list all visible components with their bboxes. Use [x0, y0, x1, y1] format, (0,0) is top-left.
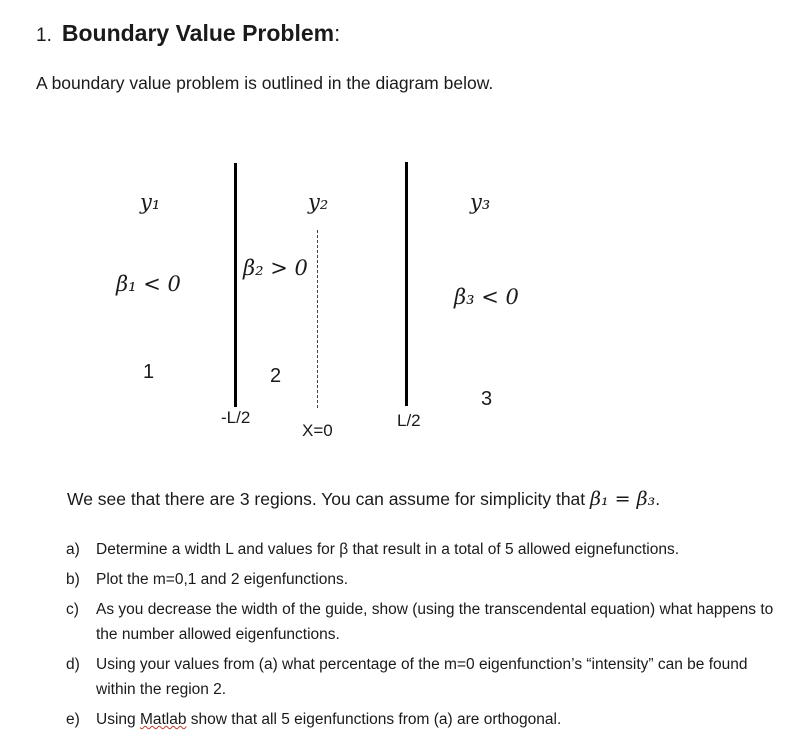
region1-beta: β₁ < 0 [116, 272, 181, 296]
section-title: Boundary Value Problem [61, 20, 335, 46]
region3-number: 3 [481, 388, 493, 410]
summary-text: We see that there are 3 regions. You can assume for simplicity that [67, 489, 591, 509]
beta-equality: β₁ = β₃ [590, 488, 656, 510]
region2-y-label: y₂ [308, 190, 329, 214]
right-wall-label: L/2 [397, 411, 421, 430]
question-letter: b) [66, 571, 80, 588]
section-heading [36, 20, 340, 47]
question-letter: e) [66, 711, 80, 728]
heading-colon: : [334, 21, 341, 46]
left-boundary-line [234, 163, 237, 407]
question-letter: c) [66, 601, 79, 618]
question-text [96, 707, 776, 732]
spellcheck-word: Matlab [139, 711, 187, 728]
question-list [66, 537, 776, 737]
list-item [66, 707, 776, 732]
question-text: Determine a width L and values for β that result in a total of 5 allowed eignefunctions. [96, 541, 680, 558]
question-text-suffix: show that all 5 eigenfunctions from (a) are orthogonal. [186, 711, 562, 728]
summary-paragraph [67, 488, 660, 510]
section-number: 1. [36, 25, 52, 46]
region2-number: 2 [270, 365, 282, 387]
center-label: X=0 [302, 421, 333, 440]
right-boundary-line [405, 162, 408, 406]
list-item [66, 567, 776, 592]
question-letter: d) [66, 656, 80, 673]
question-text: As you decrease the width of the guide, show (using the transcendental equation) what happens to the number allowed eigenfunctions. [96, 601, 774, 643]
question-letter: a) [66, 541, 80, 558]
intro-paragraph: A boundary value problem is outlined in the diagram below. [36, 73, 494, 93]
left-wall-label: -L/2 [221, 408, 251, 427]
summary-end: . [655, 489, 661, 509]
question-text-prefix: Using [96, 711, 140, 728]
region2-beta: β₂ > 0 [243, 256, 308, 280]
region1-y-label: y₁ [140, 190, 161, 214]
region1-number: 1 [143, 361, 155, 383]
list-item [66, 652, 776, 702]
question-text: Plot the m=0,1 and 2 eigenfunctions. [96, 571, 349, 588]
region3-y-label: y₃ [470, 190, 491, 214]
list-item [66, 597, 776, 647]
center-dashed-line [317, 230, 318, 408]
region3-beta: β₃ < 0 [454, 285, 519, 309]
question-text: Using your values from (a) what percentage of the m=0 eigenfunction’s “intensity” can be found within the region 2. [96, 656, 748, 698]
list-item [66, 537, 776, 562]
